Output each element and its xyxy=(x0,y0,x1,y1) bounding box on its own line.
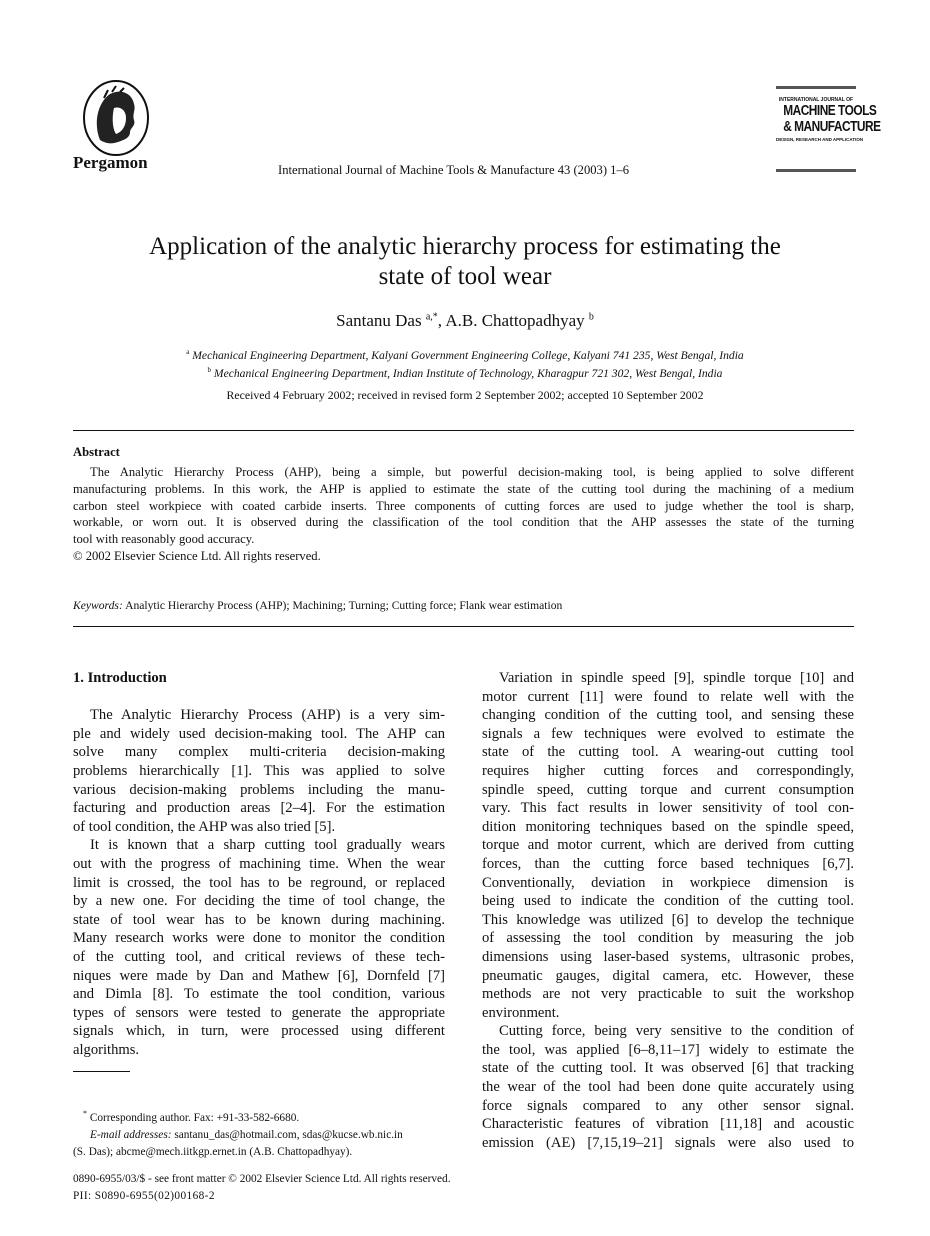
authors xyxy=(0,311,930,331)
text-line: niques were made by Dan and Mathew [6], Dornfeld [7] xyxy=(73,967,445,984)
front-matter xyxy=(73,1171,451,1205)
author-sup: a,* xyxy=(425,311,438,323)
footnote-star: * xyxy=(83,1109,87,1118)
text-line: algorithms. xyxy=(73,1041,140,1058)
text-line: of tool condition, the AHP was also tried [5]. xyxy=(73,818,336,835)
paragraph xyxy=(482,1022,854,1152)
footnote-text: Corresponding author. Fax: +91-33-582-6680. xyxy=(89,1111,300,1124)
affiliation xyxy=(0,345,930,363)
text-line: This knowledge was utilized [6] to develop the technique xyxy=(482,911,854,928)
journal-logo-sub: DESIGN, RESEARCH AND APPLICATION xyxy=(776,137,864,142)
keywords xyxy=(73,599,562,612)
journal-citation: International Journal of Machine Tools & Manufacture 43 (2003) 1–6 xyxy=(278,163,630,177)
abstract-heading: Abstract xyxy=(73,445,120,459)
logo-bar-top xyxy=(776,86,856,89)
text-line: dimensions using laser-based systems, ultrasonic probes, xyxy=(482,948,854,965)
right-column xyxy=(482,669,854,1152)
text-line: the tool, was applied [6–8,11–17] widely to estimate the xyxy=(482,1041,854,1058)
journal-logo xyxy=(776,97,881,142)
pergamon-emblem-icon xyxy=(78,78,154,158)
affiliation-text: Mechanical Engineering Department, Indian Institute of Technology, Kharagpur 721 302, West Bengal, India xyxy=(213,366,723,380)
pergamon-logo xyxy=(78,78,154,158)
text-line: spindle speed, cutting torque and current consumption xyxy=(482,781,854,798)
text-line: pneumatic gauges, digital camera, etc. However, these xyxy=(482,967,854,984)
text-line: and Dimla [8]. To estimate the tool condition, various xyxy=(73,986,445,1003)
section-heading: 1. Introduction xyxy=(73,670,167,686)
text-line: of the cutting tool, and critical reviews of these tech- xyxy=(73,948,445,965)
issn-line: 0890-6955/03/$ - see front matter © 2002 Elsevier Science Ltd. All rights reserved. xyxy=(73,1173,451,1185)
paragraph xyxy=(73,836,445,1059)
footnote xyxy=(73,1105,453,1161)
footnote-emails: (S. Das); abcme@mech.iitkgp.ernet.in (A.B. Chattopadhyay). xyxy=(73,1145,353,1158)
divider xyxy=(73,430,854,431)
paragraph xyxy=(73,706,445,836)
text-line: facturing and production areas [2–4]. For the estimation xyxy=(73,800,445,817)
text-line: It is known that a sharp cutting tool gradually wears xyxy=(90,837,445,854)
abstract-line: carbon steel workpiece with coated carbide inserts. Three components of cutting forces are used to judge whether the tool is sharp, xyxy=(73,498,854,513)
text-line: solve many complex multi-criteria decision-making xyxy=(73,744,445,761)
text-line: state of the cutting tool. A wearing-out cutting tool xyxy=(482,744,854,761)
divider xyxy=(73,626,854,627)
affiliation xyxy=(0,363,930,381)
keywords-label: Keywords: xyxy=(73,599,123,612)
text-line: signals a few techniques were evolved to estimate the xyxy=(482,725,854,742)
text-line: Variation in spindle speed [9], spindle torque [10] and xyxy=(499,670,854,686)
journal-logo-line2: & MANUFACTURE xyxy=(783,119,881,135)
text-line: environment. xyxy=(482,1004,560,1021)
text-line: changing condition of the cutting tool, and sensing these xyxy=(482,707,854,724)
received-dates: Received 4 February 2002; received in revised form 2 September 2002; accepted 10 September 2002 xyxy=(226,388,704,402)
journal-logo-line1: MACHINE TOOLS xyxy=(783,103,877,119)
affiliation-sup: a xyxy=(186,348,190,356)
pii-line: PII: S0890-6955(02)00168-2 xyxy=(73,1190,215,1202)
affiliation-text: Mechanical Engineering Department, Kalyani Government Engineering College, Kalyani 741 235, West Bengal, India xyxy=(192,348,744,362)
affiliations xyxy=(0,345,930,381)
journal-logo-top: INTERNATIONAL JOURNAL OF xyxy=(778,97,854,103)
keywords-text: Analytic Hierarchy Process (AHP); Machining; Turning; Cutting force; Flank wear estimation xyxy=(125,599,563,612)
text-line: torque and motor current, which are derived from cutting xyxy=(482,837,854,854)
title-line: Application of the analytic hierarchy process for estimating the xyxy=(149,233,781,260)
text-line: ple and widely used decision-making tool. The AHP can xyxy=(73,725,445,742)
abstract-copyright: © 2002 Elsevier Science Ltd. All rights reserved. xyxy=(73,548,321,563)
author-name: Santanu Das xyxy=(336,311,422,330)
text-line: emission (AE) [7,15,19–21] signals were also used to xyxy=(482,1134,854,1151)
text-line: signals which, in turn, were processed using different xyxy=(73,1023,445,1040)
paper-title xyxy=(0,232,930,292)
text-line: motor current [11] were found to relate well with the xyxy=(482,688,854,705)
paragraph xyxy=(482,669,854,1022)
text-line: Characteristic features of vibration [11,18] and acoustic xyxy=(482,1116,854,1133)
text-line: being used to indicate the condition of the cutting tool. xyxy=(482,893,854,910)
text-line: Many research works were done to monitor the condition xyxy=(73,930,445,947)
abstract-line: The Analytic Hierarchy Process (AHP), being a simple, but powerful decision-making tool, is being applied to solve different xyxy=(90,465,854,479)
text-line: out with the progress of machining time. When the wear xyxy=(73,855,445,872)
left-column xyxy=(73,669,445,1059)
text-line: Cutting force, being very sensitive to the condition of xyxy=(499,1023,854,1040)
text-line: requires higher cutting forces and correspondingly, xyxy=(482,762,854,779)
text-line: state of tool wear has to be known during machining. xyxy=(73,911,445,928)
text-line: limit is crossed, the tool has to be reground, or replaced xyxy=(73,874,445,891)
author-sup: b xyxy=(588,311,594,323)
text-line: by a new one. For deciding the time of tool change, the xyxy=(73,893,445,910)
text-line: dition monitoring techniques based on the spindle speed, xyxy=(482,818,854,835)
text-line: vary. This fact results in lower sensitivity of tool con- xyxy=(482,800,854,817)
title-line: state of tool wear xyxy=(378,263,552,290)
text-line: state of the cutting tool. It was observed [6] that tracking xyxy=(482,1060,854,1077)
text-line: forces, than the cutting force based techniques [6,7]. xyxy=(482,855,854,872)
text-line: Conventionally, deviation in workpiece dimension is xyxy=(482,874,854,891)
abstract-body xyxy=(73,464,854,565)
email-label: E-mail addresses: xyxy=(90,1128,172,1141)
text-line: of assessing the tool condition by measuring the job xyxy=(482,930,854,947)
abstract-line: workable, or worn out. It is observed during the classification of the tool condition that the AHP assesses the state of the turning xyxy=(73,515,854,530)
footnote-emails: santanu_das@hotmail.com, sdas@kucse.wb.nic.in xyxy=(174,1128,403,1141)
text-line: types of sensors were tested to generate the appropriate xyxy=(73,1004,445,1021)
abstract-line: manufacturing problems. In this work, the AHP is applied to estimate the state of the cutting tool during the machining of a medium xyxy=(73,481,854,496)
footnote-rule xyxy=(73,1071,130,1072)
text-line: force signals compared to any other sensor signal. xyxy=(482,1097,854,1114)
author-name: A.B. Chattopadhyay xyxy=(445,311,585,330)
text-line: methods are not very practicable to suit the workshop xyxy=(482,986,854,1003)
text-line: problems hierarchically [1]. This was applied to solve xyxy=(73,762,445,779)
publisher-name: Pergamon xyxy=(73,153,148,172)
affiliation-sup: b xyxy=(207,365,211,374)
author-sep: , xyxy=(437,311,446,330)
text-line: the wear of the tool had been done quite accurately using xyxy=(482,1079,854,1096)
text-line: various decision-making problems including the manu- xyxy=(73,781,445,798)
logo-bar-bottom xyxy=(776,169,856,172)
text-line: The Analytic Hierarchy Process (AHP) is a very sim- xyxy=(90,707,445,724)
abstract-line: tool with reasonably good accuracy. xyxy=(73,532,255,547)
